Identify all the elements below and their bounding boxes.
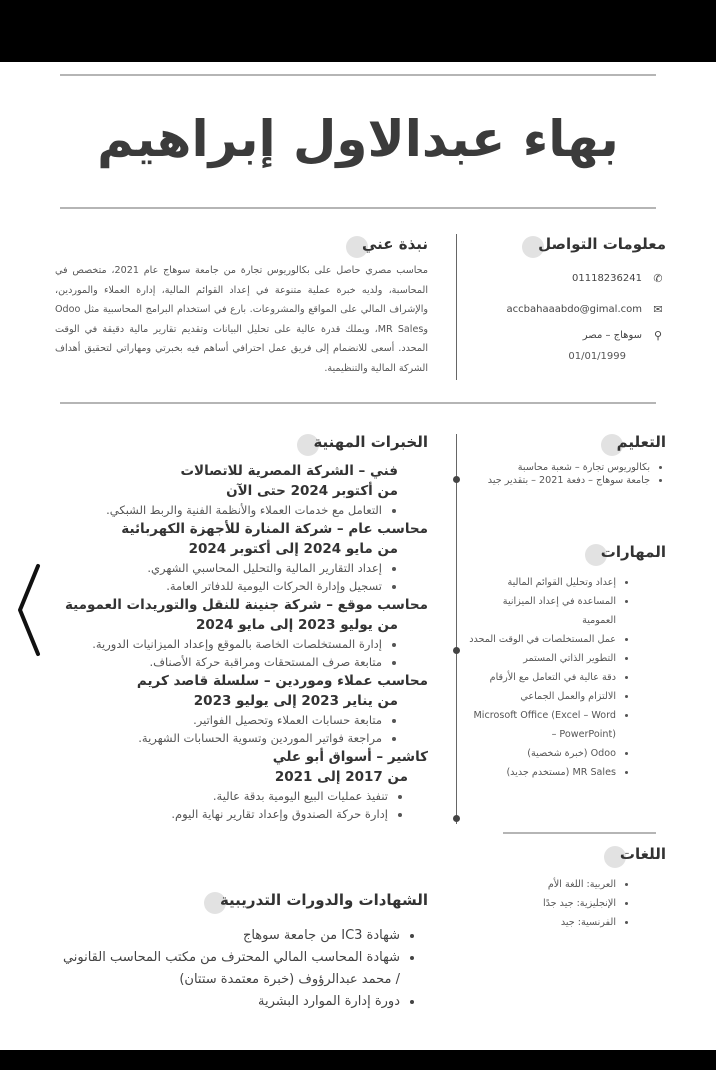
job-item <box>28 595 428 671</box>
education-section <box>466 432 666 487</box>
contact-phone <box>486 263 666 294</box>
list-item: • الفرنسية: جيد <box>466 913 616 932</box>
job-title: كاشير – أسواق أبو علي <box>272 749 428 765</box>
list-item: • التطوير الذاتي المستمر <box>466 649 616 668</box>
languages-section <box>466 844 666 932</box>
about-section <box>55 234 428 378</box>
phone-text: 01118236241 <box>572 272 642 284</box>
languages-title: اللغات <box>604 845 666 863</box>
skills-section <box>466 542 666 782</box>
experience-section <box>28 432 428 823</box>
list-item: • Odoo (خبرة شخصية) <box>466 744 616 763</box>
header-divider <box>60 207 656 209</box>
job-item <box>28 671 428 747</box>
languages-list <box>466 875 632 932</box>
birthdate-text: 01/01/1999 <box>568 351 626 362</box>
contact-section <box>486 234 666 367</box>
envelope-icon: ✉ <box>653 302 663 316</box>
list-item: • دورة إدارة الموارد البشرية <box>58 991 400 1013</box>
email-text: accbahaaabdo@gimal.com <box>506 303 642 315</box>
job-period: من يوليو 2023 إلى مايو 2024 <box>195 617 398 633</box>
list-item: • متابعة حسابات العملاء وتحصيل الفواتير. <box>28 711 382 729</box>
job-title: محاسب موقع – شركة جنينة للنقل والتوريدات العمومية <box>64 597 428 613</box>
job-item <box>28 461 428 519</box>
about-title: نبذة عني <box>346 235 428 253</box>
list-item: • متابعة صرف المستحقات ومراقبة حركة الأصناف. <box>28 653 382 671</box>
map-pin-icon: ⚲ <box>653 329 663 342</box>
contact-email <box>486 294 666 325</box>
job-tasks <box>28 787 428 823</box>
list-item: • تنفيذ عمليات البيع اليومية بدقة عالية. <box>28 787 388 805</box>
phone-icon: ✆ <box>653 271 663 285</box>
education-list <box>466 461 666 487</box>
list-item: • إعداد التقارير المالية والتحليل المحاسبي الشهري. <box>28 559 382 577</box>
list-item: • مراجعة فواتير الموردين وتسوية الحسابات الشهرية. <box>28 729 382 747</box>
list-item: • العربية: اللغة الأم <box>466 875 616 894</box>
job-period: من مايو 2024 إلى أكتوبر 2024 <box>188 541 398 557</box>
about-text: محاسب مصري حاصل على بكالوريوس تجارة من جامعة سوهاج عام 2021، متخصص في المحاسبة، ولديه خبرة عملية متنوعة في إعداد القوائم المالية، إدارة العملاء والموردين، والإشراف المالي على المواقع والمشروعات. بارع في استخدام البرامج المحاسبية مثل Odoo وMR Sales، ويملك قدرة عالية على تحليل البيانات وتقديم تقارير مالية دقيقة في الوقت المحدد. أسعى للانضمام إلى فريق عمل احترافي أساهم فيه بخبرتي ومهاراتي لتحقيق أهداف الشركة المالية والتنظيمية. <box>55 265 428 374</box>
list-item: • دقة عالية في التعامل مع الأرقام <box>466 668 616 687</box>
list-item: • إدارة المستخلصات الخاصة بالموقع وإعداد الميزانيات الدورية. <box>28 635 382 653</box>
contact-location <box>486 325 666 347</box>
job-title: محاسب عملاء وموردين – سلسلة قاصد كريم <box>136 673 428 689</box>
list-item: • التعامل مع خدمات العملاء والأنظمة الفنية والربط الشبكي. <box>28 501 382 519</box>
job-tasks <box>28 711 428 747</box>
location-text: سوهاج – مصر <box>582 330 642 341</box>
list-item: • MR Sales (مستخدم جديد) <box>466 763 616 782</box>
list-item: • عمل المستخلصات في الوقت المحدد <box>466 630 616 649</box>
list-item: • الالتزام والعمل الجماعي <box>466 687 616 706</box>
list-item: • جامعة سوهاج – دفعة 2021 – بتقدير جيد <box>466 474 650 487</box>
timeline-line <box>456 434 457 824</box>
skills-title: المهارات <box>585 543 666 561</box>
chevron-left-icon[interactable] <box>14 562 44 658</box>
job-item <box>28 519 428 595</box>
job-item <box>28 747 428 823</box>
list-item: • شهادة المحاسب المالي المحترف من مكتب المحاسب القانوني / محمد عبدالرؤوف (خبرة معتمدة ستتان) <box>58 947 400 991</box>
timeline-dot <box>453 476 460 483</box>
job-period: من أكتوبر 2024 حتى الآن <box>226 483 398 499</box>
list-item: • إدارة حركة الصندوق وإعداد تقارير نهاية اليوم. <box>28 805 388 823</box>
list-item: • المساعدة في إعداد الميزانية العمومية <box>466 592 616 630</box>
experience-title: الخبرات المهنية <box>297 433 428 451</box>
about-divider <box>456 234 457 380</box>
education-title: التعليم <box>601 433 666 451</box>
candidate-name: بهاء عبدالاول إبراهيم <box>97 110 619 168</box>
job-period: من 2017 إلى 2021 <box>274 769 408 785</box>
top-divider <box>60 74 656 76</box>
list-item: • الإنجليزية: جيد جدًا <box>466 894 616 913</box>
job-title: محاسب عام – شركة المنارة للأجهزة الكهربائية <box>121 521 428 537</box>
list-item: • شهادة IC3 من جامعة سوهاج <box>58 925 400 947</box>
mid-divider <box>60 402 656 404</box>
certificates-section <box>58 890 428 1013</box>
list-item: • بكالوريوس تجارة – شعبة محاسبة <box>466 461 650 474</box>
job-tasks <box>28 635 428 671</box>
timeline-dot <box>453 647 460 654</box>
certificates-list <box>58 925 428 1013</box>
job-tasks <box>28 559 428 595</box>
list-item: • إعداد وتحليل القوائم المالية <box>466 573 616 592</box>
list-item: • تسجيل وإدارة الحركات اليومية للدفاتر العامة. <box>28 577 382 595</box>
contact-title: معلومات التواصل <box>522 235 666 253</box>
list-item: • Microsoft Office (Excel – Word – PowerPoint) <box>466 706 616 744</box>
job-title: فني – الشركة المصرية للاتصالات <box>180 463 398 479</box>
resume-page <box>0 62 716 1050</box>
skills-list <box>466 573 632 782</box>
timeline-dot <box>453 815 460 822</box>
job-tasks <box>28 501 398 519</box>
job-period: من يناير 2023 إلى يوليو 2023 <box>193 693 398 709</box>
skills-divider <box>503 832 656 834</box>
certificates-title: الشهادات والدورات التدريبية <box>204 891 428 909</box>
